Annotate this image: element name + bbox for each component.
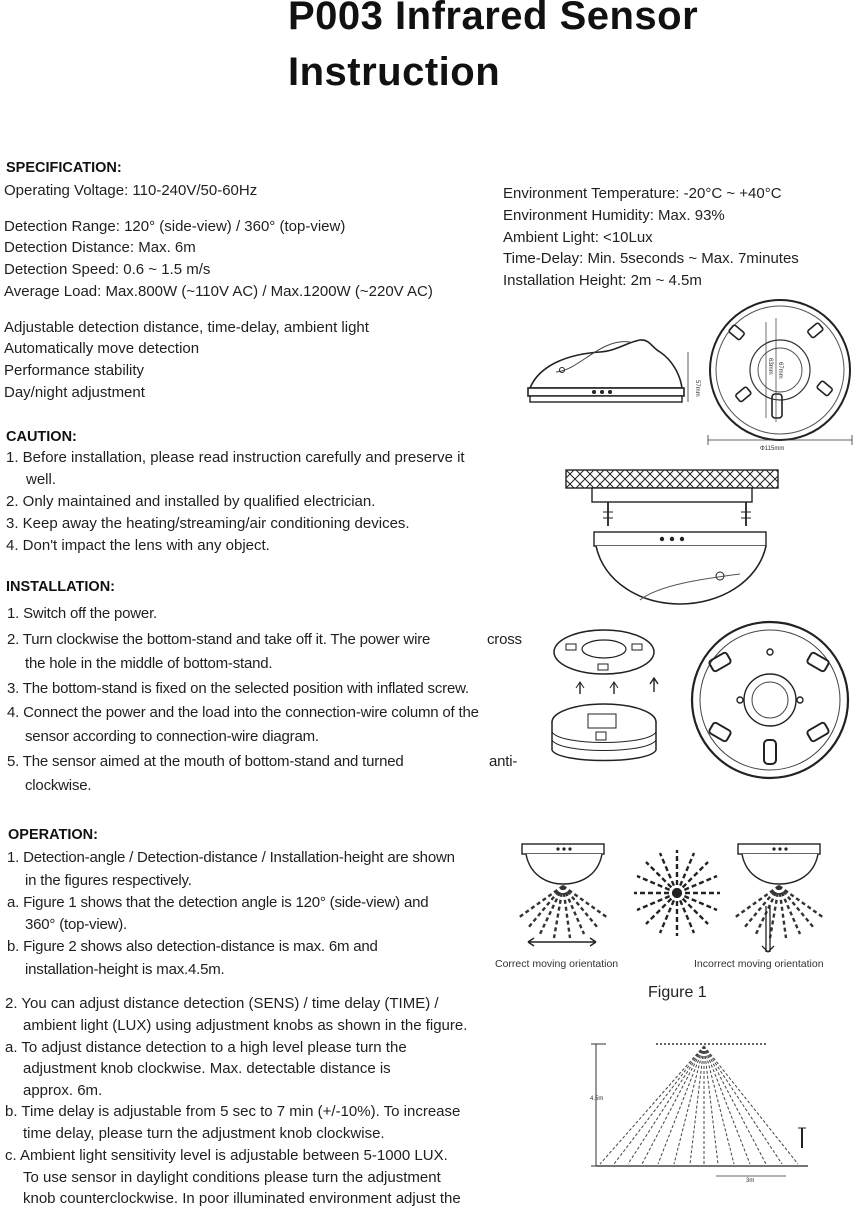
caution-item-1-cont: well.	[26, 471, 57, 488]
incorrect-orientation-diagram	[730, 836, 840, 952]
operation-item-a: a. Figure 1 shows that the detection angle is 120° (side-view) and	[7, 894, 429, 911]
detection-range-diagram	[586, 1036, 822, 1200]
spec-temperature: Environment Temperature: -20°C ~ +40°C	[503, 185, 782, 202]
adjust-item-c-cont: To use sensor in daylight conditions please turn the adjustment	[23, 1169, 441, 1186]
caution-item-2: 2. Only maintained and installed by qualified electrician.	[6, 493, 376, 510]
adjust-item-a-cont2: approx. 6m.	[23, 1082, 103, 1099]
operation-item-b-cont: installation-height is max.4.5m.	[25, 961, 225, 978]
dim-inner2-label: 67mm	[777, 362, 783, 379]
figure-1-label: Figure 1	[648, 984, 707, 1001]
feature-day-night: Day/night adjustment	[4, 384, 145, 401]
caution-item-3: 3. Keep away the heating/streaming/air conditioning devices.	[6, 515, 410, 532]
bottom-stand-exploded-diagram	[548, 622, 668, 772]
operation-item-b: b. Figure 2 shows also detection-distance is max. 6m and	[7, 938, 378, 955]
operation-item-1: 1. Detection-angle / Detection-distance / Installation-height are shown	[7, 849, 455, 866]
document-title: P003 Infrared Sensor	[288, 0, 699, 38]
ceiling-mounting-diagram	[560, 464, 785, 614]
install-step-4: 4. Connect the power and the load into the connection-wire column of the	[7, 704, 479, 721]
adjust-item-b-cont: time delay, please turn the adjustment knob clockwise.	[23, 1125, 385, 1142]
adjust-item-c: c. Ambient light sensitivity level is adjustable between 5-1000 LUX.	[5, 1147, 448, 1164]
document-subtitle: Instruction	[288, 50, 501, 94]
install-step-5-anti: anti-	[489, 753, 518, 770]
install-step-5: 5. The sensor aimed at the mouth of bottom-stand and turned	[7, 753, 404, 770]
install-step-1: 1. Switch off the power.	[7, 605, 158, 622]
spec-range: Detection Range: 120° (side-view) / 360° (top-view)	[4, 218, 346, 235]
caption-correct-orientation: Correct moving orientation	[495, 958, 619, 970]
install-step-2: 2. Turn clockwise the bottom-stand and take off it. The power wire	[7, 631, 431, 648]
feature-auto-move: Automatically move detection	[4, 340, 200, 357]
caution-heading: CAUTION:	[6, 429, 77, 445]
distance-label: 3m	[746, 1178, 755, 1184]
spec-heading: SPECIFICATION:	[6, 160, 122, 176]
base-plate-top-view	[700, 298, 858, 453]
spec-voltage: Operating Voltage: 110-240V/50-60Hz	[4, 182, 258, 199]
adjust-item-b: b. Time delay is adjustable from 5 sec to 7 min (+/-10%). To increase	[5, 1103, 461, 1120]
dim-height-label: 57mm	[694, 380, 700, 397]
adjust-item-c-cont2: knob counterclockwise. In poor illuminated environment adjust the	[23, 1190, 461, 1207]
operation-heading: OPERATION:	[8, 827, 98, 843]
operation-item-1-cont: in the figures respectively.	[25, 872, 192, 889]
install-step-3: 3. The bottom-stand is fixed on the selected position with inflated screw.	[7, 680, 469, 697]
spec-humidity: Environment Humidity: Max. 93%	[503, 207, 725, 224]
adjust-item-a-cont: adjustment knob clockwise. Max. detectable distance is	[23, 1060, 391, 1077]
caution-item-4: 4. Don't impact the lens with any object.	[6, 537, 270, 554]
spec-install-height: Installation Height: 2m ~ 4.5m	[503, 272, 702, 289]
correct-orientation-diagram	[518, 836, 628, 952]
spec-time-delay: Time-Delay: Min. 5seconds ~ Max. 7minutes	[503, 250, 799, 267]
sensor-side-view-diagram	[520, 330, 700, 415]
adjust-item-2: 2. You can adjust distance detection (SENS) / time delay (TIME) /	[5, 995, 439, 1012]
spec-distance: Detection Distance: Max. 6m	[4, 239, 196, 256]
spec-load: Average Load: Max.800W (~110V AC) / Max.1200W (~220V AC)	[4, 283, 433, 300]
dim-diameter-label: Φ115mm	[760, 446, 785, 452]
dim-inner1-label: 63mm	[767, 358, 773, 375]
height-label: 4.5m	[590, 1096, 604, 1102]
base-plate-mount-view	[680, 622, 858, 782]
feature-adjustable: Adjustable detection distance, time-delay, ambient light	[4, 319, 369, 336]
install-step-2-cont: the hole in the middle of bottom-stand.	[25, 655, 273, 672]
caution-item-1: 1. Before installation, please read instruction carefully and preserve it	[6, 449, 465, 466]
spec-speed: Detection Speed: 0.6 ~ 1.5 m/s	[4, 261, 211, 278]
operation-item-a-cont: 360° (top-view).	[25, 916, 128, 933]
feature-stability: Performance stability	[4, 362, 145, 379]
caption-incorrect-orientation: Incorrect moving orientation	[694, 958, 824, 970]
install-step-5-cont: clockwise.	[25, 777, 92, 794]
install-step-2-cross: cross	[487, 631, 522, 648]
spec-ambient-light: Ambient Light: <10Lux	[503, 229, 653, 246]
adjust-item-a: a. To adjust distance detection to a high level please turn the	[5, 1039, 407, 1056]
top-view-detection-star	[632, 848, 722, 938]
install-step-4-cont: sensor according to connection-wire diagram.	[25, 728, 319, 745]
adjust-item-2-cont: ambient light (LUX) using adjustment knobs as shown in the figure.	[23, 1017, 468, 1034]
installation-heading: INSTALLATION:	[6, 579, 115, 595]
